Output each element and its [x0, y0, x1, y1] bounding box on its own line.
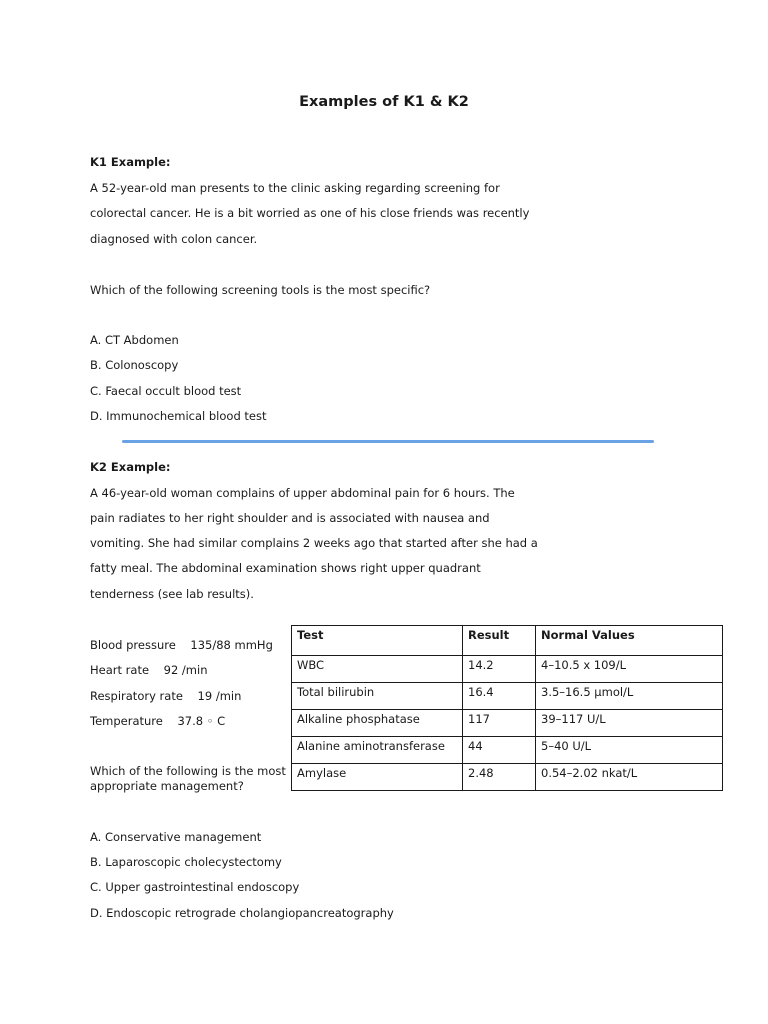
table-cell: 3.5–16.5 µmol/L: [536, 683, 723, 710]
section-divider: [122, 440, 654, 443]
table-row: [292, 656, 723, 683]
page-title: Examples of K1 & K2: [299, 94, 469, 110]
table-cell: Alanine aminotransferase: [292, 737, 463, 764]
k2-stem-line: pain radiates to her right shoulder and is associated with nausea and: [90, 511, 490, 525]
table-row: [292, 710, 723, 737]
table-cell: 14.2: [463, 656, 536, 683]
k2-stem-line: fatty meal. The abdominal examination shows right upper quadrant: [90, 561, 481, 575]
table-cell: Total bilirubin: [292, 683, 463, 710]
vital-respiratory-rate: Respiratory rate 19 /min: [90, 689, 242, 703]
k1-stem-line: A 52-year-old man presents to the clinic asking regarding screening for: [90, 181, 500, 195]
table-header-row: [292, 626, 723, 656]
column-header-test: Test: [292, 626, 463, 656]
k2-option: B. Laparoscopic cholecystectomy: [90, 855, 282, 869]
table-cell: 0.54–2.02 nkat/L: [536, 764, 723, 791]
table-cell: Amylase: [292, 764, 463, 791]
table-cell: 39–117 U/L: [536, 710, 723, 737]
table-row: [292, 764, 723, 791]
table-cell: 44: [463, 737, 536, 764]
vital-heart-rate: Heart rate 92 /min: [90, 663, 208, 677]
k1-option: A. CT Abdomen: [90, 333, 179, 347]
k2-question: Which of the following is the most appropriate management?: [90, 764, 286, 793]
k2-option: D. Endoscopic retrograde cholangiopancreatography: [90, 906, 394, 920]
k1-heading: K1 Example:: [90, 155, 171, 169]
k1-option: D. Immunochemical blood test: [90, 409, 267, 423]
k1-option: B. Colonoscopy: [90, 358, 179, 372]
lab-results-table: [291, 625, 723, 791]
k2-stem-line: tenderness (see lab results).: [90, 587, 254, 601]
vital-temperature: Temperature 37.8 ◦ C: [90, 714, 226, 728]
table-cell: Alkaline phosphatase: [292, 710, 463, 737]
table-row: [292, 737, 723, 764]
k2-heading: K2 Example:: [90, 460, 171, 474]
k2-stem-line: A 46-year-old woman complains of upper abdominal pain for 6 hours. The: [90, 486, 515, 500]
column-header-result: Result: [463, 626, 536, 656]
k2-stem-line: vomiting. She had similar complains 2 weeks ago that started after she had a: [90, 536, 538, 550]
column-header-normal-values: Normal Values: [536, 626, 723, 656]
table-cell: 4–10.5 x 109/L: [536, 656, 723, 683]
vital-blood-pressure: Blood pressure 135/88 mmHg: [90, 638, 273, 652]
table-cell: 117: [463, 710, 536, 737]
table-row: [292, 683, 723, 710]
table-cell: 16.4: [463, 683, 536, 710]
table-cell: 5–40 U/L: [536, 737, 723, 764]
k2-option: A. Conservative management: [90, 830, 262, 844]
table-cell: 2.48: [463, 764, 536, 791]
table-cell: WBC: [292, 656, 463, 683]
k1-stem-line: colorectal cancer. He is a bit worried as one of his close friends was recently: [90, 206, 530, 220]
k2-option: C. Upper gastrointestinal endoscopy: [90, 880, 300, 894]
k1-question: Which of the following screening tools is the most specific?: [90, 283, 431, 297]
k1-option: C. Faecal occult blood test: [90, 384, 242, 398]
k1-stem-line: diagnosed with colon cancer.: [90, 232, 258, 246]
